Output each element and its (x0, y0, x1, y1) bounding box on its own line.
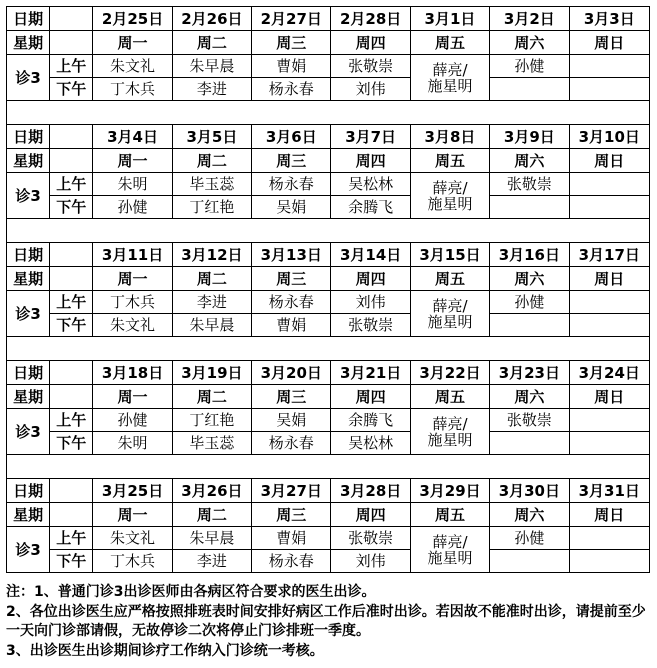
week-block (6, 124, 650, 219)
doctor-cell: 张敬崇 (331, 314, 410, 337)
friday-doctor-line1: 薛亮/ (432, 296, 468, 315)
doctor-cell: 朱早晨 (172, 527, 251, 550)
doctor-cell: 杨永春 (252, 550, 331, 573)
am-label: 上午 (50, 173, 93, 196)
friday-doctor-line1: 薛亮/ (432, 60, 468, 79)
weekday-label: 星期 (7, 503, 50, 527)
doctor-cell: 张敬崇 (490, 173, 569, 196)
weekday-cell: 周二 (172, 503, 251, 527)
week-spacer (6, 219, 650, 242)
date-cell: 2月28日 (331, 7, 410, 31)
weekday-cell: 周一 (93, 149, 172, 173)
friday-cell (410, 55, 489, 101)
weekday-cell: 周五 (410, 267, 489, 291)
doctor-cell (569, 550, 649, 573)
friday-doctor-line2: 施星明 (427, 76, 473, 95)
date-row (7, 361, 650, 385)
doctor-cell: 曹娟 (252, 314, 331, 337)
weekday-cell: 周四 (331, 503, 410, 527)
week-spacer (6, 101, 650, 124)
weekday-cell: 周四 (331, 31, 410, 55)
empty-cell (50, 243, 93, 267)
friday-doctor-line2: 施星明 (427, 548, 473, 567)
doctor-cell: 刘伟 (331, 291, 410, 314)
doctor-cell: 曹娟 (252, 55, 331, 78)
weekday-cell: 周五 (410, 503, 489, 527)
weekday-label: 星期 (7, 149, 50, 173)
notes-section (6, 583, 650, 661)
doctor-cell (569, 527, 649, 550)
date-row (7, 7, 650, 31)
doctor-cell: 杨永春 (252, 291, 331, 314)
weekday-cell: 周四 (331, 149, 410, 173)
weekday-row (7, 385, 650, 409)
date-cell: 3月21日 (331, 361, 410, 385)
week-spacer (6, 455, 650, 478)
friday-doctor-line2: 施星明 (427, 312, 473, 331)
weekday-cell: 周二 (172, 267, 251, 291)
friday-cell (410, 173, 489, 219)
date-cell: 3月11日 (93, 243, 172, 267)
weekday-row (7, 267, 650, 291)
doctor-cell: 毕玉蕊 (172, 173, 251, 196)
weekday-cell: 周三 (252, 31, 331, 55)
doctor-cell: 孙健 (93, 196, 172, 219)
friday-doctor-line1: 薛亮/ (432, 414, 468, 433)
date-cell: 3月6日 (252, 125, 331, 149)
doctor-cell: 孙健 (490, 55, 569, 78)
friday-cell (410, 291, 489, 337)
date-cell: 3月20日 (252, 361, 331, 385)
doctor-cell (569, 196, 649, 219)
doctor-cell: 吴娟 (252, 196, 331, 219)
date-cell: 3月8日 (410, 125, 489, 149)
am-label: 上午 (50, 527, 93, 550)
weekday-cell: 周一 (93, 503, 172, 527)
date-cell: 2月26日 (172, 7, 251, 31)
empty-cell (50, 267, 93, 291)
weekday-cell: 周二 (172, 31, 251, 55)
weekday-row (7, 149, 650, 173)
doctor-cell: 杨永春 (252, 78, 331, 101)
empty-cell (50, 31, 93, 55)
weekday-cell: 周三 (252, 267, 331, 291)
date-cell: 3月16日 (490, 243, 569, 267)
doctor-cell (569, 409, 649, 432)
weekday-cell: 周六 (490, 31, 569, 55)
pm-label: 下午 (50, 78, 93, 101)
doctor-cell: 吴松林 (331, 173, 410, 196)
date-cell: 3月17日 (569, 243, 649, 267)
pm-row (7, 314, 650, 337)
empty-cell (50, 385, 93, 409)
date-row (7, 243, 650, 267)
date-label: 日期 (7, 361, 50, 385)
date-cell: 3月5日 (172, 125, 251, 149)
date-label: 日期 (7, 243, 50, 267)
doctor-cell (490, 78, 569, 101)
week-block (6, 242, 650, 337)
weekday-cell: 周六 (490, 267, 569, 291)
doctor-cell: 张敬崇 (490, 409, 569, 432)
weekday-row (7, 503, 650, 527)
doctor-cell (569, 432, 649, 455)
doctor-cell: 刘伟 (331, 78, 410, 101)
doctor-cell: 李进 (172, 291, 251, 314)
am-row (7, 409, 650, 432)
doctor-cell: 曹娟 (252, 527, 331, 550)
date-label: 日期 (7, 7, 50, 31)
date-cell: 3月30日 (490, 479, 569, 503)
schedule-table (6, 6, 650, 573)
weekday-label: 星期 (7, 385, 50, 409)
doctor-cell (490, 432, 569, 455)
pm-row (7, 196, 650, 219)
weekday-cell: 周五 (410, 385, 489, 409)
date-cell: 3月31日 (569, 479, 649, 503)
clinic-label: 诊3 (7, 527, 50, 573)
doctor-cell: 余腾飞 (331, 196, 410, 219)
doctor-cell: 丁红艳 (172, 409, 251, 432)
doctor-cell: 毕玉蕊 (172, 432, 251, 455)
doctor-cell: 吴松林 (331, 432, 410, 455)
date-cell: 3月10日 (569, 125, 649, 149)
clinic-label: 诊3 (7, 173, 50, 219)
weekday-cell: 周三 (252, 503, 331, 527)
date-cell: 3月1日 (410, 7, 489, 31)
date-cell: 3月28日 (331, 479, 410, 503)
empty-cell (50, 125, 93, 149)
empty-cell (50, 149, 93, 173)
date-cell: 2月25日 (93, 7, 172, 31)
doctor-cell (490, 550, 569, 573)
weekday-cell: 周二 (172, 385, 251, 409)
friday-cell (410, 527, 489, 573)
am-row (7, 55, 650, 78)
date-label: 日期 (7, 125, 50, 149)
weekday-cell: 周一 (93, 31, 172, 55)
doctor-cell: 朱早晨 (172, 55, 251, 78)
am-row (7, 173, 650, 196)
weekday-cell: 周一 (93, 267, 172, 291)
doctor-cell: 张敬崇 (331, 55, 410, 78)
am-label: 上午 (50, 55, 93, 78)
date-cell: 3月4日 (93, 125, 172, 149)
doctor-cell: 杨永春 (252, 432, 331, 455)
weekday-cell: 周日 (569, 503, 649, 527)
date-cell: 3月3日 (569, 7, 649, 31)
date-cell: 3月9日 (490, 125, 569, 149)
empty-cell (50, 503, 93, 527)
doctor-cell: 刘伟 (331, 550, 410, 573)
weekday-cell: 周二 (172, 149, 251, 173)
doctor-cell: 丁红艳 (172, 196, 251, 219)
note-2: 2、各位出诊医生应严格按照排班表时间安排好病区工作后准时出诊。若因故不能准时出诊，请提前至少一天向门诊部请假，无故停诊二次将停止门诊排班一季度。 (6, 603, 646, 639)
doctor-cell (569, 78, 649, 101)
doctor-cell (569, 291, 649, 314)
date-row (7, 479, 650, 503)
weekday-cell: 周一 (93, 385, 172, 409)
weekday-cell: 周三 (252, 149, 331, 173)
doctor-cell: 杨永春 (252, 173, 331, 196)
pm-label: 下午 (50, 314, 93, 337)
doctor-cell: 余腾飞 (331, 409, 410, 432)
pm-label: 下午 (50, 550, 93, 573)
date-label: 日期 (7, 479, 50, 503)
doctor-cell (569, 173, 649, 196)
weekday-cell: 周日 (569, 385, 649, 409)
date-cell: 3月25日 (93, 479, 172, 503)
date-cell: 3月12日 (172, 243, 251, 267)
weekday-cell: 周五 (410, 149, 489, 173)
week-block (6, 478, 650, 573)
doctor-cell: 朱早晨 (172, 314, 251, 337)
weekday-cell: 周四 (331, 267, 410, 291)
pm-label: 下午 (50, 432, 93, 455)
doctor-cell (490, 196, 569, 219)
am-row (7, 291, 650, 314)
week-spacer (6, 337, 650, 360)
week-block (6, 6, 650, 101)
weekday-row (7, 31, 650, 55)
doctor-cell: 朱文礼 (93, 314, 172, 337)
date-cell: 3月23日 (490, 361, 569, 385)
weekday-cell: 周日 (569, 149, 649, 173)
week-block (6, 360, 650, 455)
doctor-cell: 李进 (172, 78, 251, 101)
weekday-label: 星期 (7, 267, 50, 291)
doctor-cell: 朱文礼 (93, 527, 172, 550)
doctor-cell: 孙健 (490, 527, 569, 550)
weekday-cell: 周六 (490, 503, 569, 527)
friday-doctor-line1: 薛亮/ (432, 532, 468, 551)
date-cell: 3月14日 (331, 243, 410, 267)
empty-cell (50, 479, 93, 503)
note-1: 注：1、普通门诊3出诊医师由各病区符合要求的医生出诊。 (6, 584, 376, 600)
friday-cell (410, 409, 489, 455)
doctor-cell (569, 314, 649, 337)
date-cell: 3月18日 (93, 361, 172, 385)
pm-row (7, 432, 650, 455)
doctor-cell (490, 314, 569, 337)
doctor-cell: 张敬崇 (331, 527, 410, 550)
doctor-cell: 孙健 (93, 409, 172, 432)
friday-doctor-line1: 薛亮/ (432, 178, 468, 197)
doctor-cell: 李进 (172, 550, 251, 573)
date-cell: 3月7日 (331, 125, 410, 149)
friday-doctor-line2: 施星明 (427, 194, 473, 213)
note-3: 3、出诊医生出诊期间诊疗工作纳入门诊统一考核。 (6, 642, 324, 659)
date-row (7, 125, 650, 149)
weekday-cell: 周六 (490, 385, 569, 409)
doctor-cell: 朱明 (93, 173, 172, 196)
doctor-cell: 吴娟 (252, 409, 331, 432)
pm-row (7, 550, 650, 573)
pm-row (7, 78, 650, 101)
weekday-cell: 周六 (490, 149, 569, 173)
am-label: 上午 (50, 409, 93, 432)
empty-cell (50, 361, 93, 385)
friday-doctor-line2: 施星明 (427, 430, 473, 449)
date-cell: 3月27日 (252, 479, 331, 503)
doctor-cell: 孙健 (490, 291, 569, 314)
doctor-cell: 朱文礼 (93, 55, 172, 78)
date-cell: 3月15日 (410, 243, 489, 267)
date-cell: 2月27日 (252, 7, 331, 31)
clinic-label: 诊3 (7, 409, 50, 455)
am-label: 上午 (50, 291, 93, 314)
doctor-cell: 丁木兵 (93, 78, 172, 101)
weekday-cell: 周四 (331, 385, 410, 409)
weekday-cell: 周日 (569, 31, 649, 55)
doctor-cell: 丁木兵 (93, 550, 172, 573)
empty-cell (50, 7, 93, 31)
am-row (7, 527, 650, 550)
date-cell: 3月24日 (569, 361, 649, 385)
weekday-label: 星期 (7, 31, 50, 55)
pm-label: 下午 (50, 196, 93, 219)
doctor-cell (569, 55, 649, 78)
date-cell: 3月13日 (252, 243, 331, 267)
date-cell: 3月29日 (410, 479, 489, 503)
doctor-cell: 丁木兵 (93, 291, 172, 314)
date-cell: 3月2日 (490, 7, 569, 31)
date-cell: 3月19日 (172, 361, 251, 385)
date-cell: 3月26日 (172, 479, 251, 503)
weekday-cell: 周五 (410, 31, 489, 55)
weekday-cell: 周三 (252, 385, 331, 409)
doctor-cell: 朱明 (93, 432, 172, 455)
clinic-label: 诊3 (7, 55, 50, 101)
date-cell: 3月22日 (410, 361, 489, 385)
clinic-label: 诊3 (7, 291, 50, 337)
weekday-cell: 周日 (569, 267, 649, 291)
